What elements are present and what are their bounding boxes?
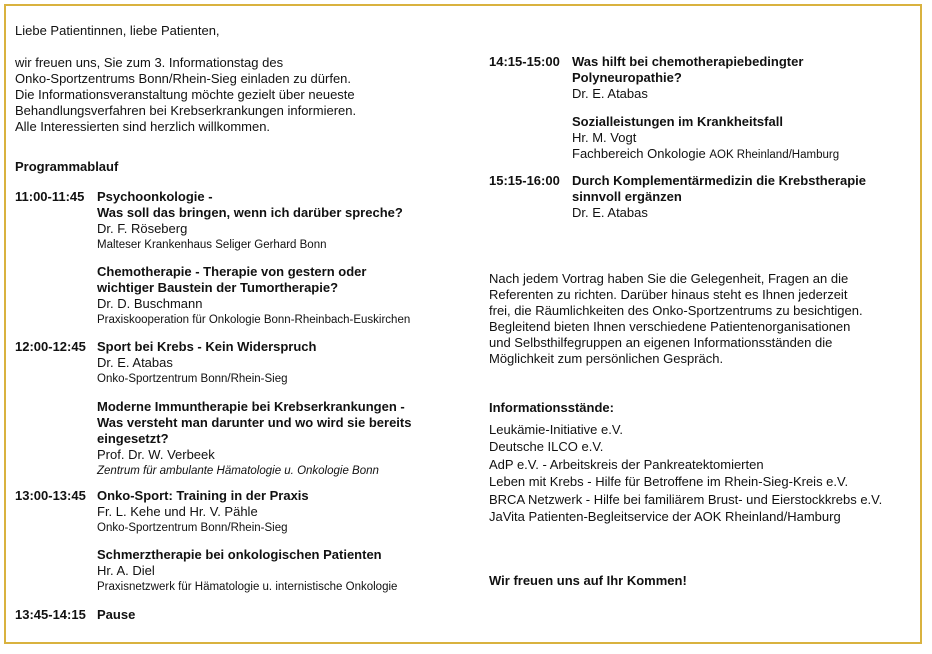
talk <box>97 339 316 387</box>
slot-time: 12:00-12:45 <box>15 339 86 354</box>
talk-speaker: Dr. E. Atabas <box>97 355 173 370</box>
talk-title: Was soll das bringen, wenn ich darüber spreche? <box>97 205 403 220</box>
info-line: Referenten zu richten. Darüber hinaus steht es Ihnen jederzeit <box>489 287 848 302</box>
booths-list <box>489 421 882 525</box>
intro-line: Alle Interessierten sind herzlich willkommen. <box>15 119 271 134</box>
talk-speaker: Dr. E. Atabas <box>572 205 648 220</box>
talk-speaker: Hr. M. Vogt <box>572 130 637 145</box>
info-line: Begleitend bieten Ihnen verschiedene Patientenorganisationen <box>489 319 851 334</box>
talk-speaker: Prof. Dr. W. Verbeek <box>97 447 215 462</box>
talk-title: Sozialleistungen im Krankheitsfall <box>572 114 783 129</box>
intro-line: Behandlungsverfahren bei Krebserkrankungen informieren. <box>15 103 357 118</box>
talk-speaker: Hr. A. Diel <box>97 563 155 578</box>
talk-title: Psychoonkologie - <box>97 189 213 204</box>
pause-label: Pause <box>97 607 136 622</box>
slot-time: 14:15-15:00 <box>489 54 560 69</box>
dept-name: Fachbereich Onkologie <box>572 146 706 161</box>
talk <box>97 399 411 479</box>
talk-org: Onko-Sportzentrum Bonn/Rhein-Sieg <box>97 373 288 385</box>
slot-time: 13:00-13:45 <box>15 488 86 503</box>
info-line: Möglichkeit zum persönlichen Gespräch. <box>489 351 724 366</box>
talk <box>97 189 403 253</box>
talk <box>97 488 309 536</box>
booth-item: AdP e.V. - Arbeitskreis der Pankreatektomierten <box>489 456 764 472</box>
talk <box>572 54 803 102</box>
booth-item: Deutsche ILCO e.V. <box>489 439 604 455</box>
booths-heading: Informationsstände: <box>489 400 614 415</box>
info-paragraph <box>489 271 863 367</box>
slot-time: 13:45-14:15 <box>15 607 86 622</box>
talk-title: wichtiger Baustein der Tumortherapie? <box>97 280 339 295</box>
intro-line: Onko-Sportzentrums Bonn/Rhein-Sieg einladen zu dürfen. <box>15 71 352 86</box>
info-line: frei, die Räumlichkeiten des Onko-Sportzentrums zu besichtigen. <box>489 303 863 318</box>
info-line: Nach jedem Vortrag haben Sie die Gelegenheit, Fragen an die <box>489 271 849 286</box>
talk-org: Praxiskooperation für Onkologie Bonn-Rheinbach-Euskirchen <box>97 314 411 326</box>
talk-title: eingesetzt? <box>97 431 169 446</box>
talk-speaker: Dr. D. Buschmann <box>97 296 203 311</box>
intro-line: wir freuen uns, Sie zum 3. Informationstag des <box>15 55 284 70</box>
info-line: und Selbsthilfegruppen an eigenen Informationsständen die <box>489 335 833 350</box>
talk-title: Was versteht man darunter und wo wird sie bereits <box>97 415 412 430</box>
talk-speaker: Dr. F. Röseberg <box>97 221 188 236</box>
talk-title: Polyneuropathie? <box>572 70 682 85</box>
talk <box>97 264 410 328</box>
talk <box>572 114 839 163</box>
talk-speaker: Dr. E. Atabas <box>572 86 648 101</box>
slot-time: 15:15-16:00 <box>489 173 560 188</box>
talk-org: Malteser Krankenhaus Seliger Gerhard Bonn <box>97 239 327 251</box>
talk-title: Moderne Immuntherapie bei Krebserkrankungen - <box>97 399 405 414</box>
talk-org: Onko-Sportzentrum Bonn/Rhein-Sieg <box>97 522 288 534</box>
talk <box>572 173 866 221</box>
talk-title: Chemotherapie - Therapie von gestern oder <box>97 264 367 279</box>
talk-dept <box>572 146 839 163</box>
closing-line: Wir freuen uns auf Ihr Kommen! <box>489 573 687 588</box>
talk-org: Praxisnetzwerk für Hämatologie u. internistische Onkologie <box>97 581 398 593</box>
dept-org: AOK Rheinland/Hamburg <box>709 149 840 161</box>
intro-text <box>15 55 356 135</box>
talk-title: Durch Komplementärmedizin die Krebstherapie <box>572 173 867 188</box>
booth-item: Leukämie-Initiative e.V. <box>489 422 623 437</box>
talk-title: sinnvoll ergänzen <box>572 189 682 204</box>
talk-title: Sport bei Krebs - Kein Widerspruch <box>97 339 317 354</box>
slot-time: 11:00-11:45 <box>15 189 85 204</box>
talk <box>97 547 397 595</box>
program-heading: Programmablauf <box>15 159 119 174</box>
talk-org: Zentrum für ambulante Hämatologie u. Onkologie Bonn <box>97 465 379 477</box>
talk-title: Schmerztherapie bei onkologischen Patienten <box>97 547 382 562</box>
intro-line: Die Informationsveranstaltung möchte gezielt über neueste <box>15 87 355 102</box>
talk-title: Was hilft bei chemotherapiebedingter <box>572 54 804 69</box>
booth-item: JaVita Patienten-Begleitservice der AOK Rheinland/Hamburg <box>489 509 841 525</box>
talk-title: Onko-Sport: Training in der Praxis <box>97 488 309 503</box>
booth-item: Leben mit Krebs - Hilfe für Betroffene im Rhein-Sieg-Kreis e.V. <box>489 474 849 490</box>
booth-item: BRCA Netzwerk - Hilfe bei familiärem Brust- und Eierstockkrebs e.V. <box>489 491 883 507</box>
greeting: Liebe Patientinnen, liebe Patienten, <box>15 23 220 38</box>
talk-speaker: Fr. L. Kehe und Hr. V. Pähle <box>97 504 258 519</box>
